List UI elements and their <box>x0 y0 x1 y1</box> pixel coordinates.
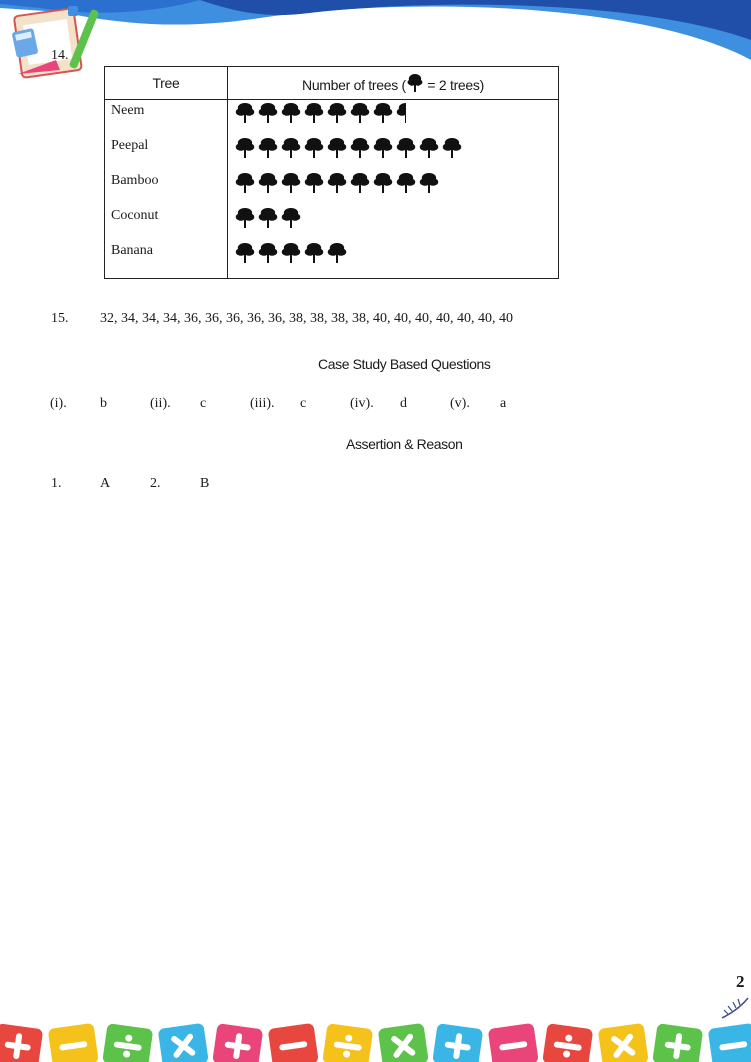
table-row <box>105 205 559 240</box>
header-tree: Tree <box>105 67 228 100</box>
tree-icon <box>303 242 325 264</box>
header-number-of-trees <box>228 67 559 100</box>
tree-icon <box>326 172 348 194</box>
plus-tile <box>212 1023 263 1062</box>
tree-icon <box>257 242 279 264</box>
tree-icons-neem <box>228 100 559 136</box>
tree-icon <box>234 102 256 124</box>
case-answer: b <box>100 396 107 411</box>
ar-answer: A <box>100 476 111 491</box>
tree-icons-coconut <box>228 205 559 240</box>
tree-icon <box>349 102 371 124</box>
tree-icons-bamboo <box>228 170 559 205</box>
tree-icon <box>326 242 348 264</box>
table-row <box>105 170 559 205</box>
tree-icon <box>257 102 279 124</box>
case-answer: a <box>500 396 507 411</box>
tree-icon <box>326 137 348 159</box>
plus-tile <box>432 1023 483 1062</box>
tree-icon <box>280 102 302 124</box>
case-label: (v). <box>450 396 470 411</box>
tree-icon <box>349 172 371 194</box>
tree-key-icon <box>406 77 424 93</box>
tree-icon <box>418 137 440 159</box>
tree-icon <box>303 172 325 194</box>
question-14-number: 14. <box>51 48 69 63</box>
ar-label: 1. <box>51 476 62 491</box>
tree-icon <box>372 137 394 159</box>
minus-tile <box>488 1023 539 1062</box>
tree-icon <box>349 137 371 159</box>
minus-tile <box>708 1023 751 1062</box>
tree-icons-peepal <box>228 135 559 170</box>
times-tile <box>378 1023 429 1062</box>
times-tile <box>598 1023 649 1062</box>
tree-name: Peepal <box>105 135 228 170</box>
case-label: (ii). <box>150 396 171 411</box>
tree-icons-banana <box>228 240 559 279</box>
divide-tile <box>322 1023 373 1062</box>
table-row <box>105 135 559 170</box>
tree-icon <box>395 172 417 194</box>
plus-tile <box>0 1023 43 1062</box>
header-count-prefix: Number of trees ( <box>302 77 406 93</box>
tree-icon <box>418 172 440 194</box>
tree-icon <box>326 102 348 124</box>
page-number: 2 <box>736 972 745 991</box>
tree-name: Coconut <box>105 205 228 240</box>
tree-icon <box>280 207 302 229</box>
divide-tile <box>542 1023 593 1062</box>
pictograph-table <box>104 66 559 279</box>
case-label: (iii). <box>250 396 275 411</box>
tree-icon <box>280 172 302 194</box>
tree-icon <box>372 102 394 124</box>
tree-icon <box>257 172 279 194</box>
tree-icon <box>280 137 302 159</box>
divide-tile <box>102 1023 153 1062</box>
case-answer: c <box>200 396 207 411</box>
tree-icon <box>441 137 463 159</box>
minus-tile <box>48 1023 99 1062</box>
case-label: (iv). <box>350 396 374 411</box>
table-row <box>105 240 559 279</box>
times-tile <box>158 1023 209 1062</box>
half-tree-icon <box>395 102 406 124</box>
case-study-heading: Case Study Based Questions <box>318 356 491 372</box>
tree-icon <box>234 172 256 194</box>
tree-name: Banana <box>105 240 228 279</box>
ar-answer: B <box>200 476 210 491</box>
tree-icon <box>257 207 279 229</box>
tree-name: Bamboo <box>105 170 228 205</box>
assertion-reason-heading: Assertion & Reason <box>346 436 463 452</box>
math-symbols-band <box>0 1020 751 1062</box>
case-label: (i). <box>50 396 67 411</box>
tree-icon <box>234 242 256 264</box>
tree-icon <box>303 102 325 124</box>
tree-icon <box>395 137 417 159</box>
minus-tile <box>268 1023 319 1062</box>
question-15-number: 15. <box>51 311 69 326</box>
leaf-decoration-icon <box>720 996 750 1022</box>
plus-tile <box>652 1023 703 1062</box>
tree-name: Neem <box>105 100 228 136</box>
ar-label: 2. <box>150 476 161 491</box>
tree-icon <box>280 242 302 264</box>
question-15-answer: 32, 34, 34, 34, 36, 36, 36, 36, 36, 38, 38, 38, 38, 40, 40, 40, 40, 40, 40, 40 <box>100 311 513 326</box>
header-count-suffix: = 2 trees) <box>423 77 484 93</box>
table-row <box>105 100 559 136</box>
case-answer: c <box>300 396 307 411</box>
tree-icon <box>372 172 394 194</box>
tree-icon <box>257 137 279 159</box>
tree-icon <box>234 137 256 159</box>
top-decorative-band <box>0 0 751 70</box>
tree-icon <box>303 137 325 159</box>
tree-icon <box>234 207 256 229</box>
case-answer: d <box>400 396 407 411</box>
clipboard-math-icon <box>8 4 108 84</box>
